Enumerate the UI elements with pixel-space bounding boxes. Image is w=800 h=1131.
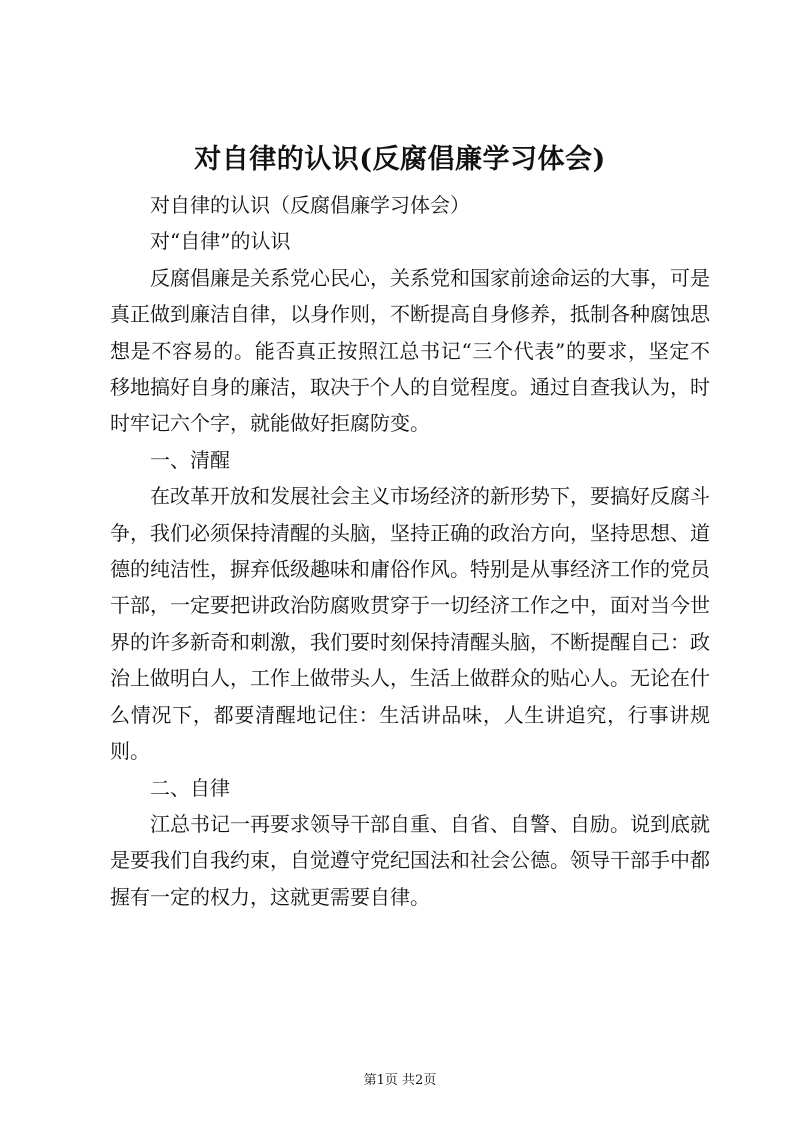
- section-heading: 二、自律: [150, 775, 230, 800]
- page-number-footer: 第1页 共2页: [363, 1073, 437, 1088]
- body-paragraph: 在改革开放和发展社会主义市场经济的新形势下，要搞好反腐斗争，我们必须保持清醒的头脑，坚持正确的政治方向，坚持思想、道德的纯洁性，摒弃低级趣味和庸俗作风。特别是从事经济工作的党员干部，一定要把讲政治防腐败贯穿于一切经济工作之中，面对当今世界的许多新奇和刺激，我们要时刻保持清醒头脑，不断提醒自己：政治上做明白人，工作上做带头人，生活上做群众的贴心人。无论在什么情况下，都要清醒地记住：生活讲品味，人生讲追究，行事讲规则。: [110, 484, 710, 764]
- document-title: 对自律的认识(反腐倡廉学习体会): [194, 144, 606, 175]
- section-heading: 一、清醒: [150, 447, 230, 472]
- body-paragraph: 反腐倡廉是关系党心民心，关系党和国家前途命运的大事，可是真正做到廉洁自律，以身作则，不断提高自身修养，抵制各种腐蚀思想是不容易的。能否真正按照江总书记“三个代表”的要求，坚定不移地搞好自身的廉洁，取决于个人的自觉程度。通过自查我认为，时时牢记六个字，就能做好拒腐防变。: [110, 265, 710, 436]
- document-body: [110, 187, 710, 915]
- body-paragraph: 江总书记一再要求领导干部自重、自省、自警、自励。说到底就是要我们自我约束，自觉遵守党纪国法和社会公德。领导干部手中都握有一定的权力，这就更需要自律。: [110, 811, 710, 909]
- section-heading: 对“自律”的认识: [150, 229, 291, 254]
- subtitle-paragraph: 对自律的认识（反腐倡廉学习体会）: [150, 193, 470, 217]
